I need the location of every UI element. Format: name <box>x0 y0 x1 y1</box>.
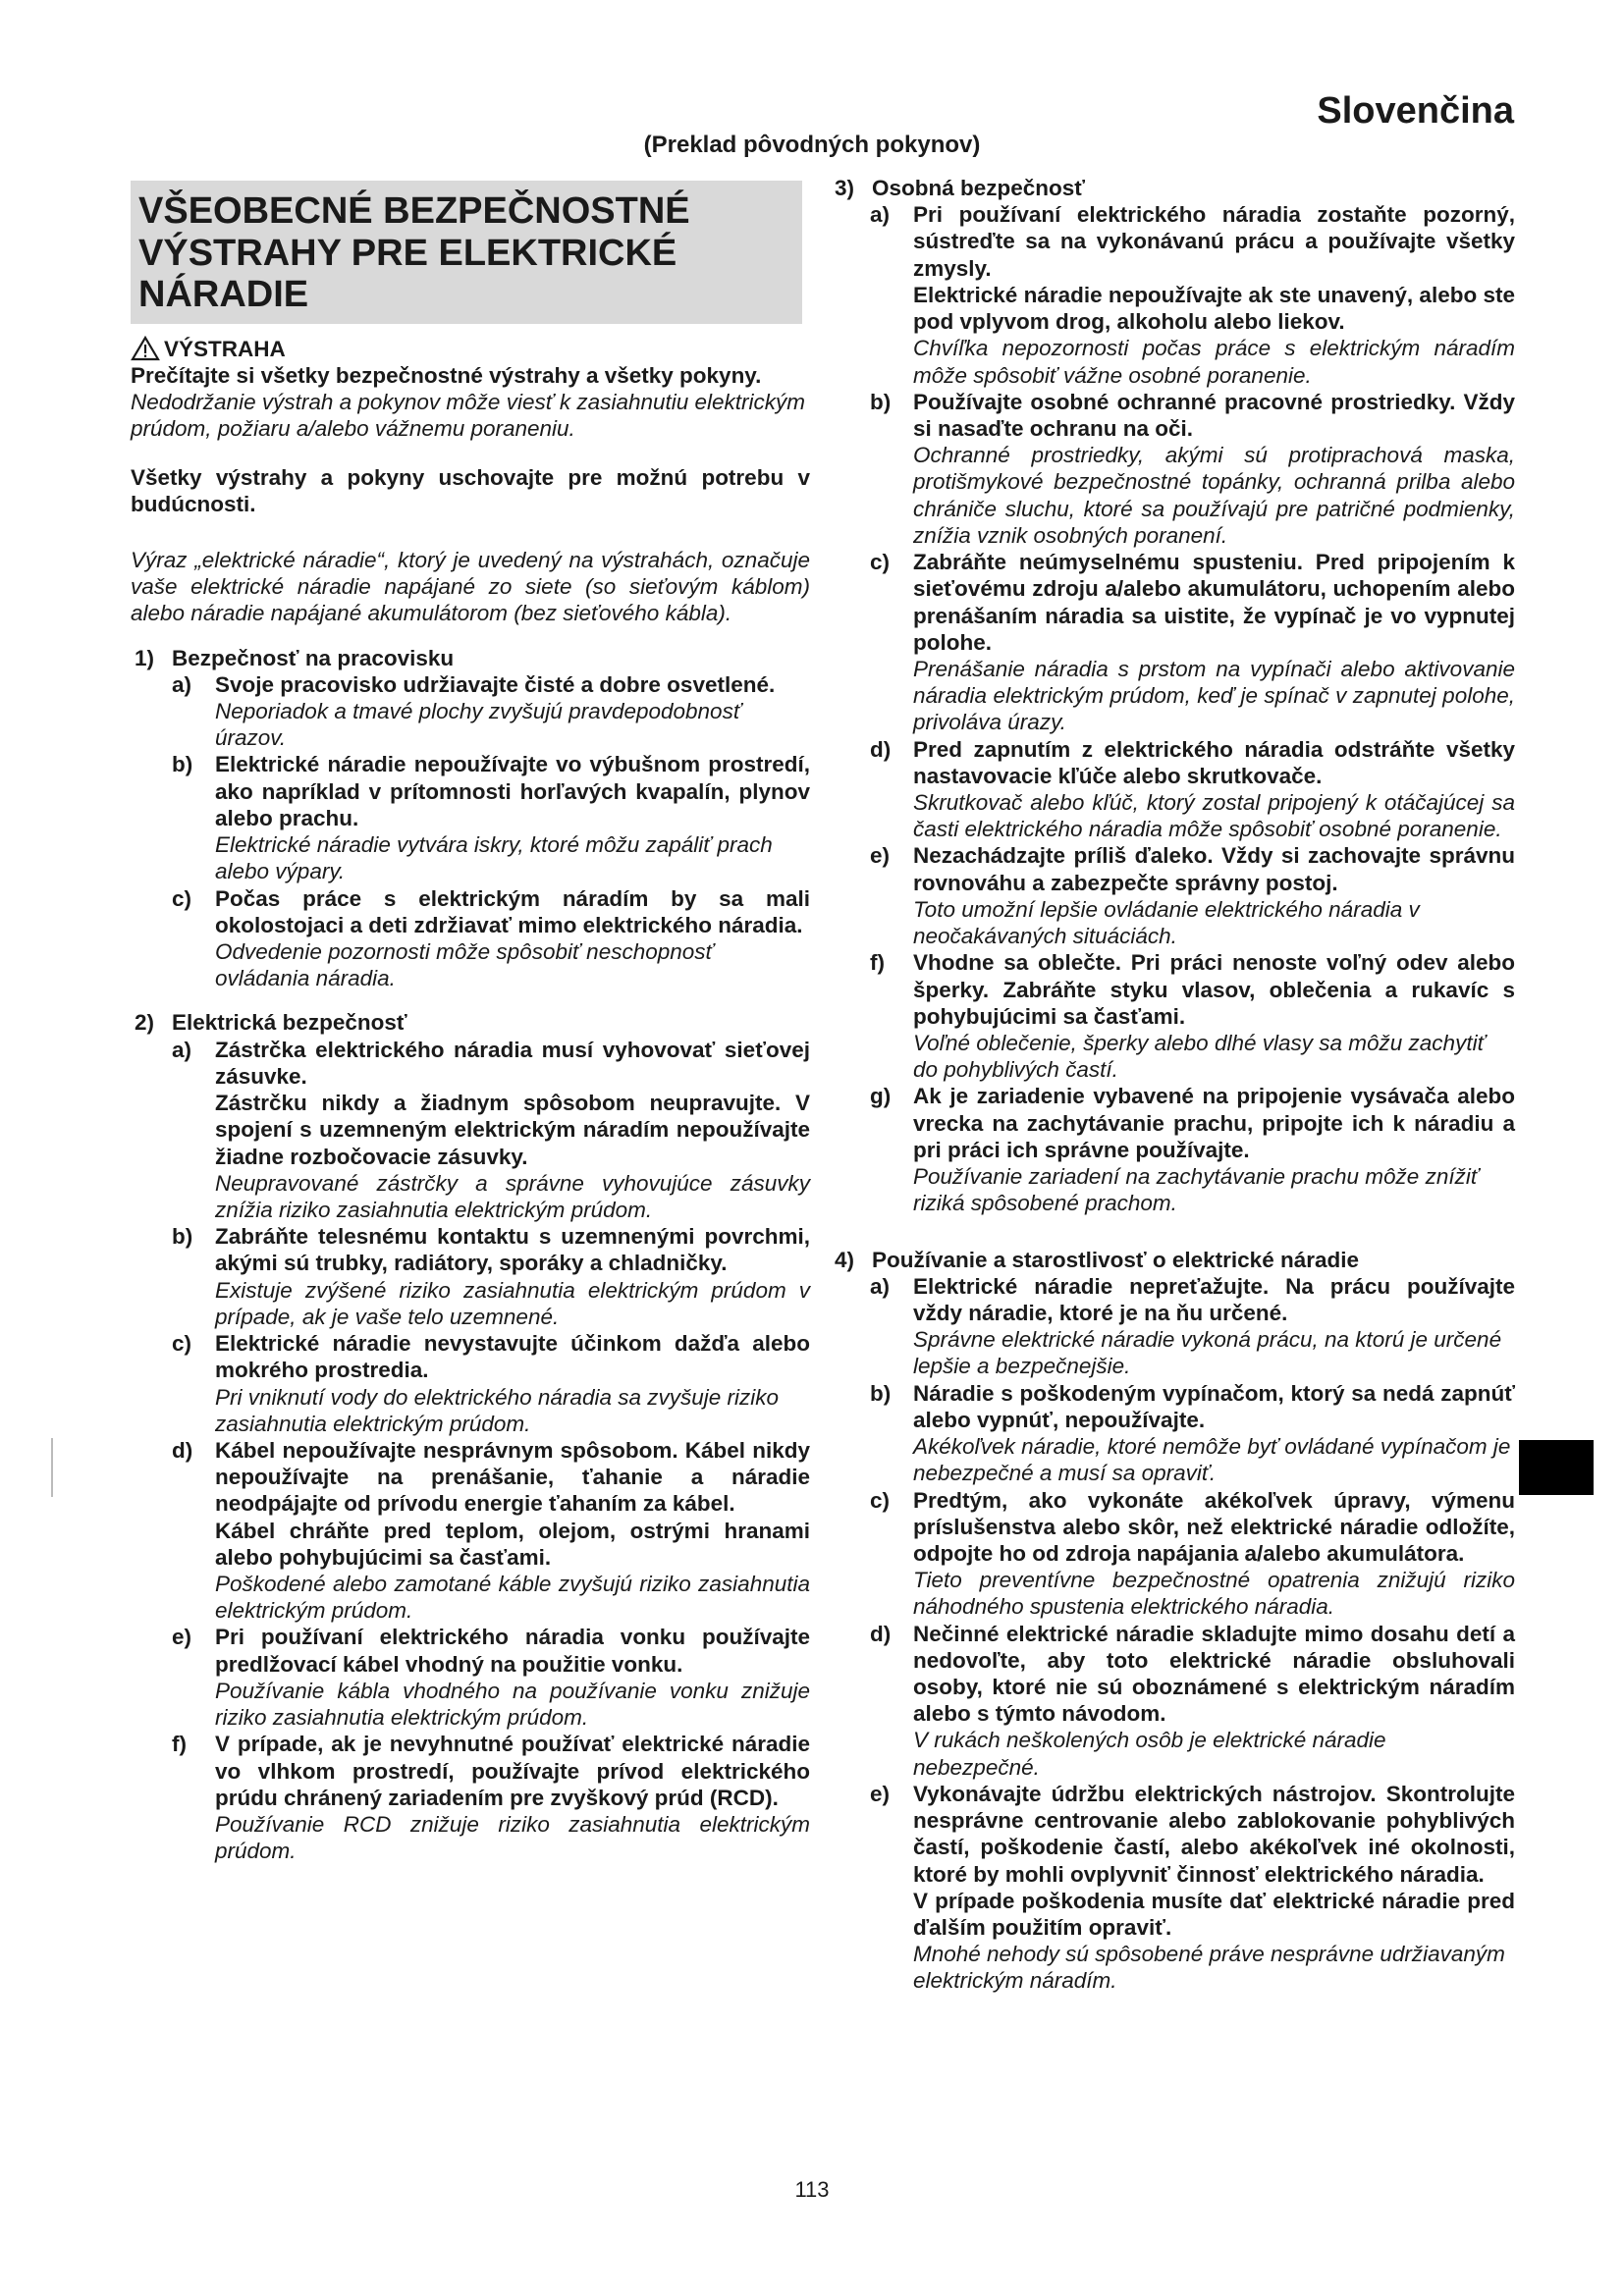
list-item: a) Svoje pracovisko udržiavajte čisté a dobre osvetlené. Neporiadok a tmavé plochy zvyšujú pravdepodobnosť úrazov. <box>172 671 776 751</box>
list-item: g) Ak je zariadenie vybavené na pripojenie vysávača alebo vrecka na zachytávanie prachu, pripojte ich k náradiu a pri práci ich správne používajte. Používanie zariadení na zachytávanie prachu môže znížiť riziká spôsobené prachom. <box>870 1084 1515 1216</box>
list-item: d) Nečinné elektrické náradie skladujte mimo dosahu detí a nedovoľte, aby toto elektrické náradie obsluhovali osoby, ktoré nie sú oboznámené s elektrickým náradím alebo s týmto návodom. V rukách neškolených osôb je elektrické náradie nebezpečné. <box>870 1621 1515 1780</box>
list-item: c) Predtým, ako vykonáte akékoľvek úpravy, výmenu príslušenstva alebo skôr, než elektrické náradie odložíte, odpojte ho od zdroja napájania a/alebo akumulátora. Tieto preventívne bezpečnostné opatrenia znižujú riziko náhodného spustenia elektrického náradia. <box>870 1487 1515 1620</box>
warning-label: VÝSTRAHA <box>164 336 286 361</box>
list-item: f) Vhodne sa oblečte. Pri práci nenoste voľný odev alebo šperky. Zabráňte styku vlasov, oblečenia a rukavíc s pohybujúcimi sa časťami. Voľné oblečenie, šperky alebo dlhé vlasy sa môžu zachytiť do pohyblivých častí. <box>870 950 1515 1083</box>
warning-definition: Výraz „elektrické náradie“, ktorý je uvedený na výstrahách, označuje vaše elektrické náradie napájané zo siete (so sieťovým káblom) alebo náradie napájané akumulátorom (bez sieťového kábla). <box>131 547 810 626</box>
section-3-title: 3) Osobná bezpečnosť <box>835 176 1086 200</box>
list-item: e) Vykonávajte údržbu elektrických nástrojov. Skontrolujte nesprávne centrovanie alebo zablokovanie pohyblivých častí, poškodenie častí, alebo akékoľvek iné okolnosti, ktoré by mohli ovplyvniť činnosť elektrického náradia. V prípade poškodenia musíte dať elektrické náradie pred ďalším použitím opraviť. Mnohé nehody sú spôsobené práve nesprávne udržiavaným elektrickým náradím. <box>870 1781 1515 1994</box>
list-item: a) Zástrčka elektrického náradia musí vyhovovať sieťovej zásuvke. Zástrčku nikdy a žiadnym spôsobom neupravujte. V spojení s uzemneným elektrickým náradím nepoužívajte žiadne rozbočovacie zásuvky. Neupravované zástrčky a správne vyhovujúce zásuvky znížia riziko zasiahnutia elektrickým prúdom. <box>172 1037 810 1222</box>
list-item: b) Náradie s poškodeným vypínačom, ktorý sa nedá zapnúť alebo vypnúť, nepoužívajte. Akékoľvek náradie, ktoré nemôže byť ovládané vypínačom je nebezpečné a musí sa opraviť. <box>870 1380 1515 1486</box>
right-column <box>835 175 1515 1995</box>
warning-triangle-icon <box>131 336 160 361</box>
page-subtitle: (Preklad pôvodných pokynov) <box>643 132 981 158</box>
margin-line <box>51 1438 53 1497</box>
list-item: b) Elektrické náradie nepoužívajte vo výbušnom prostredí, ako napríklad v prítomnosti horľavých kvapalín, plynov alebo prachu. Elektrické náradie vytvára iskry, ktoré môžu zapáliť prach alebo výpary. <box>172 752 810 884</box>
list-item: e) Nezachádzajte príliš ďaleko. Vždy si zachovajte správnu rovnováhu a zabezpečte správny postoj. Toto umožní lepšie ovládanie elektrického náradia v neočakávaných situáciách. <box>870 843 1515 949</box>
warning-bold: Prečítajte si všetky bezpečnostné výstrahy a všetky pokyny. <box>131 362 762 388</box>
language-label: Slovenčina <box>1317 90 1514 132</box>
list-item: d) Kábel nepoužívajte nesprávnym spôsobom. Kábel nikdy nepoužívajte na prenášanie, ťahanie a náradie neodpájajte od prívodu energie ťahaním za kábel. Kábel chráňte pred teplom, olejom, ostrými hranami alebo pohybujúcimi sa časťami. Poškodené alebo zamotané káble zvyšujú riziko zasiahnutia elektrickým prúdom. <box>172 1437 810 1624</box>
warning-keep: Všetky výstrahy a pokyny uschovajte pre možnú potrebu v budúcnosti. <box>131 464 810 516</box>
list-item: a) Pri používaní elektrického náradia zostaňte pozorný, sústreďte sa na vykonávanú prácu a používajte všetky zmysly. Elektrické náradie nepoužívajte ak ste unavený, alebo ste pod vplyvom drog, alkoholu alebo liekov. Chvíľka nepozornosti počas práce s elektrickým náradím môže spôsobiť vážne osobné poranenie. <box>870 202 1515 388</box>
list-item: c) Elektrické náradie nevystavujte účinkom dažďa alebo mokrého prostredia. Pri vniknutí vody do elektrického náradia sa zvyšuje riziko zasiahnutia elektrickým prúdom. <box>172 1331 810 1436</box>
list-item: b) Používajte osobné ochranné pracovné prostriedky. Vždy si nasaďte ochranu na oči. Ochranné prostriedky, akými sú protiprachová maska, protišmykové bezpečnostné topánky, ochranná prilba alebo chrániče sluchu, ktoré sa používajú pre patričné podmienky, znížia vznik osobných poranení. <box>870 389 1515 548</box>
list-item: b) Zabráňte telesnému kontaktu s uzemnenými povrchmi, akými sú trubky, radiátory, sporáky a chladničky. Existuje zvýšené riziko zasiahnutia elektrickým prúdom v prípade, ak je vaše telo uzemnené. <box>172 1224 810 1329</box>
list-item: e) Pri používaní elektrického náradia vonku používajte predlžovací kábel vhodný na použitie vonku. Používanie kábla vhodného na používanie vonku znižuje riziko zasiahnutia elektrickým prúdom. <box>172 1625 810 1731</box>
list-item: d) Pred zapnutím z elektrického náradia odstráňte všetky nastavovacie kľúče alebo skrutkovače. Skrutkovač alebo kľúč, ktorý zostal pripojený k otáčajúcej sa časti elektrického náradia môže spôsobiť osobné poranenie. <box>870 736 1515 842</box>
section-4-title: 4) Používanie a starostlivosť o elektrické náradie <box>835 1247 1359 1272</box>
section-1-title: 1) Bezpečnosť na pracovisku <box>135 645 455 670</box>
list-item: c) Počas práce s elektrickým náradím by sa mali okolostojaci a deti zdržiavať mimo elektrického náradia. Odvedenie pozornosti môže spôsobiť neschopnosť ovládania náradia. <box>172 885 810 991</box>
section-tab-marker <box>1519 1440 1594 1495</box>
list-item: c) Zabráňte neúmyselnému spusteniu. Pred pripojením k sieťovému zdroju a/alebo akumulátoru, uchopením alebo prenášaním náradia sa uistite, že vypínač je vo vypnutej polohe. Prenášanie náradia s prstom na vypínači alebo aktivovanie náradia elektrickým prúdom, keď je spínač v zapnutej polohe, privoláva úrazy. <box>870 550 1515 735</box>
list-item: a) Elektrické náradie nepreťažujte. Na prácu používajte vždy náradie, ktoré je na ňu určené. Správne elektrické náradie vykoná prácu, na ktorú je určené lepšie a bezpečnejšie. <box>870 1273 1515 1379</box>
page-number: 113 <box>794 2177 830 2202</box>
left-column <box>131 175 810 1864</box>
warning-italic: Nedodržanie výstrah a pokynov môže viesť k zasiahnutiu elektrickým prúdom, požiaru a/alebo vážnemu poraneniu. <box>131 390 806 442</box>
section-2-title: 2) Elektrická bezpečnosť <box>135 1010 407 1036</box>
page-title: VŠEOBECNÉ BEZPEČNOSTNÉ VÝSTRAHY PRE ELEKTRICKÉ NÁRADIE <box>131 181 802 324</box>
warning-heading <box>131 336 810 362</box>
list-item: f) V prípade, ak je nevyhnutné používať elektrické náradie vo vlhkom prostredí, používajte prívod elektrického prúdu chránený zariadením pre zvyškový prúd (RCD). Používanie RCD znižuje riziko zasiahnutia elektrickým prúdom. <box>172 1732 810 1864</box>
